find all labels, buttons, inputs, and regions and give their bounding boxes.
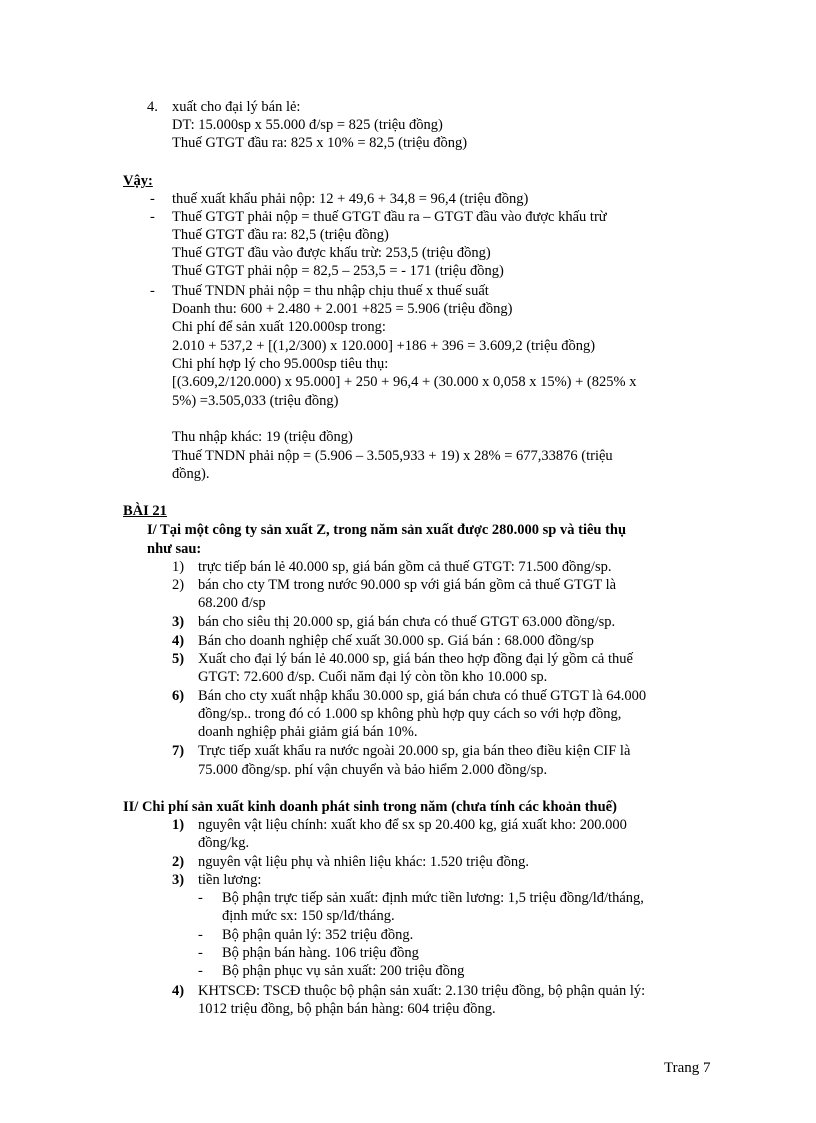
text-line: Doanh thu: 600 + 2.480 + 2.001 +825 = 5.906 (triệu đồng)	[172, 301, 513, 317]
text-line: Chi phí để sản xuất 120.000sp trong:	[172, 319, 386, 335]
list-item: 75.000 đồng/sp. phí vận chuyển và bảo hiểm 2.000 đồng/sp.	[198, 762, 548, 778]
text-line: 5%) =3.505,033 (triệu đồng)	[172, 393, 339, 409]
bullet-dash: -	[150, 283, 155, 299]
part-heading: I/ Tại một công ty sản xuất Z, trong năm sản xuất được 280.000 sp và tiêu thụ	[147, 522, 627, 538]
item-number: 1)	[172, 817, 185, 833]
list-item: KHTSCĐ: TSCĐ thuộc bộ phận sản xuất: 2.130 triệu đồng, bộ phận quản lý:	[198, 983, 646, 999]
page-number: Trang 7	[664, 1060, 711, 1076]
text-line: Thuế GTGT phải nộp = 82,5 – 253,5 = - 171 (triệu đồng)	[172, 263, 504, 279]
list-item: Bộ phận bán hàng. 106 triệu đồng	[222, 945, 419, 961]
item-number: 2)	[172, 854, 185, 870]
bullet-dash: -	[198, 963, 203, 979]
list-item: định mức sx: 150 sp/lđ/tháng.	[222, 908, 395, 924]
bullet-dash: -	[150, 191, 155, 207]
list-item: bán cho cty TM trong nước 90.000 sp với giá bán gồm cả thuế GTGT là	[198, 577, 617, 593]
text-line: Thuế GTGT phải nộp = thuế GTGT đầu ra – GTGT đầu vào được khấu trừ	[172, 209, 607, 225]
text-line: Thu nhập khác: 19 (triệu đồng)	[172, 429, 353, 445]
item-number: 6)	[172, 688, 185, 704]
text-line: thuế xuất khẩu phải nộp: 12 + 49,6 + 34,8 = 96,4 (triệu đồng)	[172, 191, 529, 207]
bullet-dash: -	[198, 890, 203, 906]
list-item: Trực tiếp xuất khẩu ra nước ngoài 20.000 sp, gia bán theo điều kiện CIF là	[198, 743, 631, 759]
bullet-dash: -	[150, 209, 155, 225]
list-item: Bộ phận trực tiếp sản xuất: định mức tiền lương: 1,5 triệu đồng/lđ/tháng,	[222, 890, 644, 906]
text-line: Thuế TNDN phải nộp = thu nhập chịu thuế x thuế suất	[172, 283, 489, 299]
item-number: 1)	[172, 559, 185, 575]
item-number: 7)	[172, 743, 185, 759]
exercise-heading: BÀI 21	[123, 503, 167, 519]
part-heading: II/ Chi phí sản xuất kinh doanh phát sinh trong năm (chưa tính các khoản thuế)	[123, 799, 617, 815]
section-heading: Vậy:	[123, 173, 153, 189]
text-line: [(3.609,2/120.000) x 95.000] + 250 + 96,4 + (30.000 x 0,058 x 15%) + (825% x	[172, 374, 637, 390]
list-item: nguyên vật liệu chính: xuất kho để sx sp 20.400 kg, giá xuất kho: 200.000	[198, 817, 627, 833]
text-line: Thuế GTGT đầu vào được khấu trừ: 253,5 (triệu đồng)	[172, 245, 491, 261]
list-item: Bộ phận quản lý: 352 triệu đồng.	[222, 927, 414, 943]
part-heading: như sau:	[147, 541, 202, 557]
list-item: Xuất cho đại lý bán lẻ 40.000 sp, giá bán theo hợp đồng đại lý gồm cả thuế	[198, 651, 633, 667]
item-number: 3)	[172, 872, 185, 888]
text-line: Chi phí hợp lý cho 95.000sp tiêu thụ:	[172, 356, 389, 372]
list-item: Bộ phận phục vụ sản xuất: 200 triệu đồng	[222, 963, 465, 979]
text-line: 2.010 + 537,2 + [(1,2/300) x 120.000] +186 + 396 = 3.609,2 (triệu đồng)	[172, 338, 596, 354]
list-item: doanh nghiệp phải giảm giá bán 10%.	[198, 724, 418, 740]
list-item: 1012 triệu đồng, bộ phận bán hàng: 604 triệu đồng.	[198, 1001, 496, 1017]
list-item: tiền lương:	[198, 872, 262, 888]
list-item: 68.200 đ/sp	[198, 595, 266, 611]
list-item: nguyên vật liệu phụ và nhiên liệu khác: 1.520 triệu đồng.	[198, 854, 530, 870]
list-item: đồng/sp.. trong đó có 1.000 sp không phù hợp quy cách so với hợp đồng,	[198, 706, 622, 722]
text-line: xuất cho đại lý bán lẻ:	[172, 99, 301, 115]
list-item: Bán cho cty xuất nhập khẩu 30.000 sp, giá bán chưa có thuế GTGT là 64.000	[198, 688, 647, 704]
text-line: Thuế TNDN phải nộp = (5.906 – 3.505,933 + 19) x 28% = 677,33876 (triệu	[172, 448, 613, 464]
item-number: 4)	[172, 633, 185, 649]
item-number: 4.	[147, 99, 158, 115]
item-number: 5)	[172, 651, 185, 667]
text-line: Thuế GTGT đầu ra: 825 x 10% = 82,5 (triệu đồng)	[172, 135, 468, 151]
text-line: đồng).	[172, 466, 210, 482]
item-number: 2)	[172, 577, 185, 593]
text-line: Thuế GTGT đầu ra: 82,5 (triệu đồng)	[172, 227, 389, 243]
bullet-dash: -	[198, 945, 203, 961]
list-item: đồng/kg.	[198, 835, 250, 851]
list-item: bán cho siêu thị 20.000 sp, giá bán chưa có thuế GTGT 63.000 đồng/sp.	[198, 614, 616, 630]
list-item: GTGT: 72.600 đ/sp. Cuối năm đại lý còn tồn kho 10.000 sp.	[198, 669, 548, 685]
item-number: 4)	[172, 983, 185, 999]
item-number: 3)	[172, 614, 185, 630]
list-item: Bán cho doanh nghiệp chế xuất 30.000 sp. Giá bán : 68.000 đồng/sp	[198, 633, 594, 649]
list-item: trực tiếp bán lẻ 40.000 sp, giá bán gồm cả thuế GTGT: 71.500 đồng/sp.	[198, 559, 612, 575]
text-line: DT: 15.000sp x 55.000 đ/sp = 825 (triệu đồng)	[172, 117, 443, 133]
bullet-dash: -	[198, 927, 203, 943]
